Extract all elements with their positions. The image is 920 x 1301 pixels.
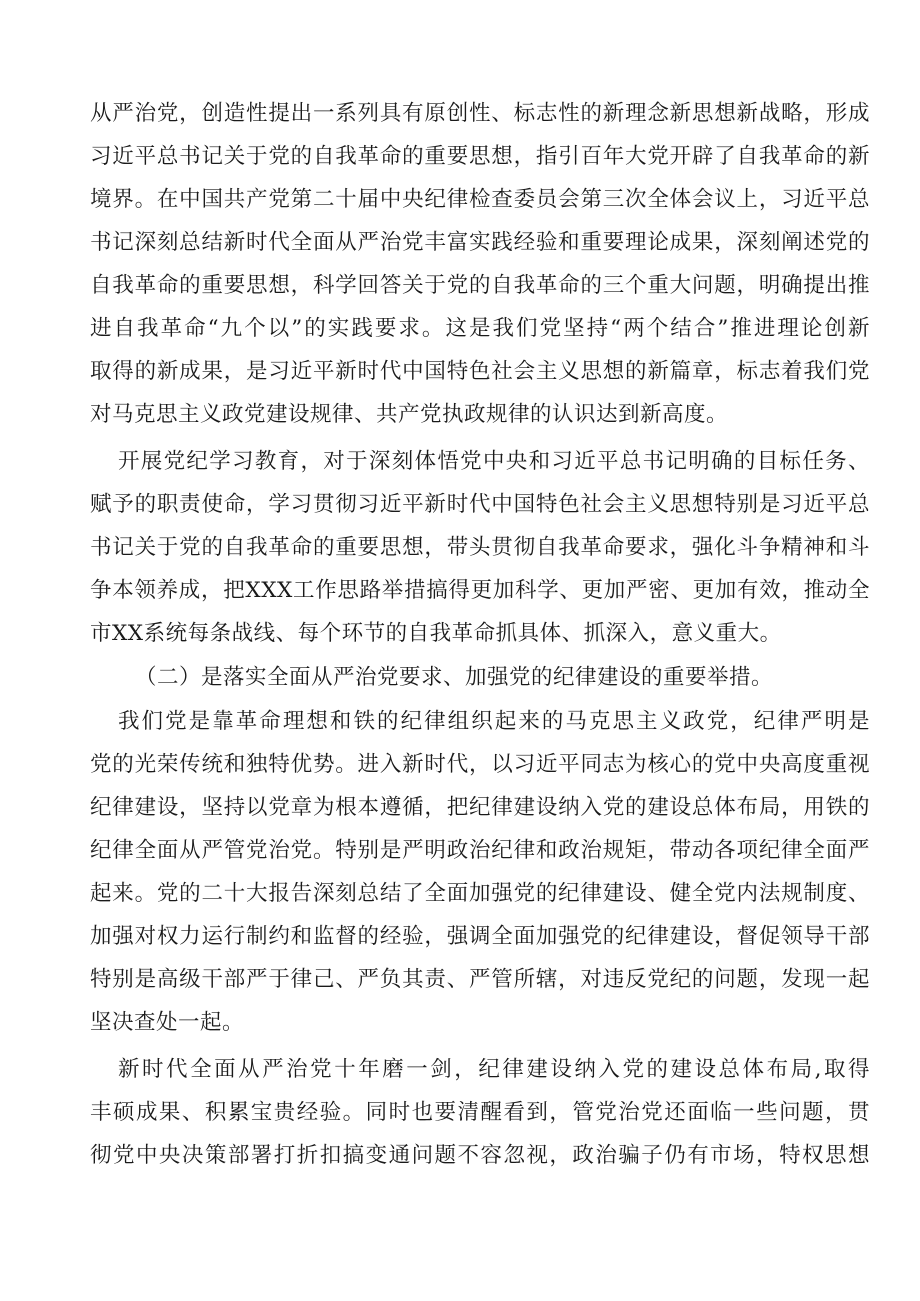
paragraph-line: 赋予的职责使命，学习贯彻习近平新时代中国特色社会主义思想特别是习近平总 — [90, 492, 870, 517]
paragraph-line: 对马克思主义政党建设规律、共产党执政规律的认识达到新高度。 — [90, 402, 729, 427]
paragraph-line: 习近平总书记关于党的自我革命的重要思想，指引百年大党开辟了自我革命的新 — [90, 144, 870, 169]
paragraph-line: 丰硕成果、积累宝贵经验。同时也要清醒看到，管党治党还面临一些问题，贯 — [90, 1100, 870, 1125]
paragraph-line: 我们党是靠革命理想和铁的纪律组织起来的马克思主义政党，纪律严明是 — [118, 709, 870, 734]
paragraph-line: 书记关于党的自我革命的重要思想，带头贯彻自我革命要求，强化斗争精神和斗 — [90, 535, 870, 560]
paragraph-line: 党的光荣传统和独特优势。进入新时代，以习近平同志为核心的党中央高度重视 — [90, 752, 870, 777]
paragraph-line: 境界。在中国共产党第二十届中央纪律检查委员会第三次全体会议上，习近平总 — [90, 187, 870, 212]
paragraph-line: 开展党纪学习教育，对于深刻体悟党中央和习近平总书记明确的目标任务、 — [118, 449, 870, 474]
paragraph-line: 特别是高级干部严于律己、严负其责、严管所辖，对违反党纪的问题，发现一起 — [90, 967, 870, 992]
paragraph-line: 争本领养成，把XXX工作思路举措搞得更加科学、更加严密、更加有效，推动全 — [90, 578, 870, 603]
paragraph-line: 坚决查处一起。 — [90, 1010, 245, 1035]
paragraph-line: 自我革命的重要思想，科学回答关于党的自我革命的三个重大问题，明确提出推 — [90, 273, 870, 298]
paragraph-line: 起来。党的二十大报告深刻总结了全面加强党的纪律建设、健全党内法规制度、 — [90, 881, 870, 906]
paragraph-line: 市XX系统每条战线、每个环节的自我革命抓具体、抓深入，意义重大。 — [90, 621, 782, 646]
paragraph-line: 彻党中央决策部署打折扣搞变通问题不容忽视，政治骗子仍有市场，特权思想 — [90, 1143, 870, 1168]
paragraph-line: 从严治党，创造性提出一系列具有原创性、标志性的新理念新思想新战略，形成 — [90, 101, 870, 126]
paragraph-line: 纪律建设，坚持以党章为根本遵循，把纪律建设纳入党的建设总体布局，用铁的 — [90, 795, 870, 820]
paragraph-line: 纪律全面从严管党治党。特别是严明政治纪律和政治规矩，带动各项纪律全面严 — [90, 838, 870, 863]
paragraph-line: 加强对权力运行制约和监督的经验，强调全面加强党的纪律建设，督促领导干部 — [90, 924, 870, 949]
paragraph-line: 进自我革命“九个以”的实践要求。这是我们党坚持“两个结合”推进理论创新 — [90, 316, 870, 341]
paragraph-line: 新时代全面从严治党十年磨一剑，纪律建设纳入党的建设总体布局,取得 — [118, 1057, 870, 1082]
section-heading: （二）是落实全面从严治党要求、加强党的纪律建设的重要举措。 — [135, 665, 774, 690]
paragraph-line: 书记深刻总结新时代全面从严治党丰富实践经验和重要理论成果，深刻阐述党的 — [90, 230, 870, 255]
paragraph-line: 取得的新成果，是习近平新时代中国特色社会主义思想的新篇章，标志着我们党 — [90, 359, 870, 384]
